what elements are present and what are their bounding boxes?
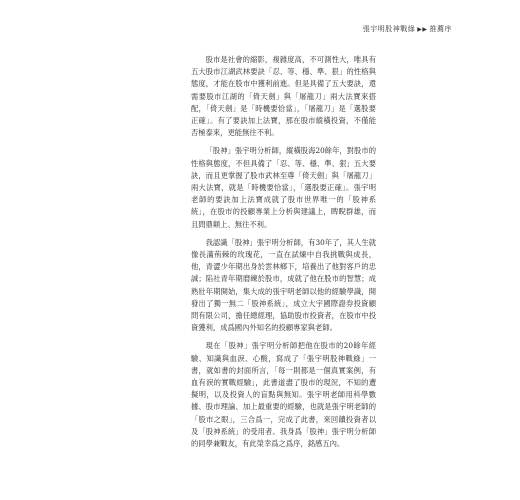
foreword-body — [191, 54, 376, 456]
paragraph-3: 我認識「股神」張宇明分析師，有30年了，其人生就像長滿荊棘的玫瑰花，一直在試煉中自我挑戰與成長，他，青澀少年期出身於雲林鄉下，培養出了他對客戶的忠誠；陷社青年期磨練於股市，成就了他在股市的智慧；成熟壯年期開始，集大成的張宇明老師以他的經驗學識，開發出了獨一無二「股神系統」，成立大宇國際證券投資顧問有限公司，擔任總經理，協助股市投資者，在股市中投資獲利，成爲國內外知名的投顧專家與老師。 — [191, 237, 376, 333]
paragraph-2: 「股神」張宇明分析師，縱橫股海20餘年，對股市的性格與態度，不但具備了「忍、等、穩、準、狠」五大要訣，而且更掌握了股市武林至尊「倚天劍」與「屠龍刀」兩大法寶，就是「時機要恰當」，「選股要正確」。張宇明老師的要訣加上法寶成就了股市世界唯一的「股神系統」，在股市的投顧專業上分析與建議上，睥睨群雄，而且問鼎顛上、無往不利。 — [191, 146, 376, 229]
running-header — [363, 24, 452, 34]
book-title: 張宇明股神戰綠 — [362, 25, 416, 33]
paragraph-1: 股市是社會的縮影，複雜度高，不可測性大，唯具有五大股市江湖武林要訣「忍、等、穩、準、狠」的性格與態度，才能在股市中獲利前進。但是具備了五大要訣，還需要股市江湖的「倚天劍」與「屠龍刀」兩大法寶來搭配，「倚天劍」是「時機要恰當」，「屠龍刀」是「選股要正確」。有了要訣加上法寶，那在股市縱橫投資，不僅能否極泰來，更能無往不利。 — [191, 55, 376, 138]
double-arrow-icon: ▶▶ — [417, 26, 428, 33]
section-name: 推薦序 — [429, 25, 452, 33]
paragraph-4: 現在「股神」張宇明分析師把他在股市的20餘年經驗、知識與血淚、心酸，寫成了「張宇明股神戰綠」一書，就如書的封面所言，「每一則都是一個真實案例，有血有淚的實戰經驗」，此書道盡了股市的現況，不知的遭擬明，以及投資人的盲點與無知。張宇明老師用科學數據、股市理論、加上最重要的經驗，也就是張宇明老師的「股市之眼」，三合爲一，完成了此書，來回饋投資者以及「股神系統」的受用者。我身爲「股神」張宇明分析師的同學兼戰友，有此榮幸爲之爲序，銘感五內。 — [191, 341, 376, 449]
